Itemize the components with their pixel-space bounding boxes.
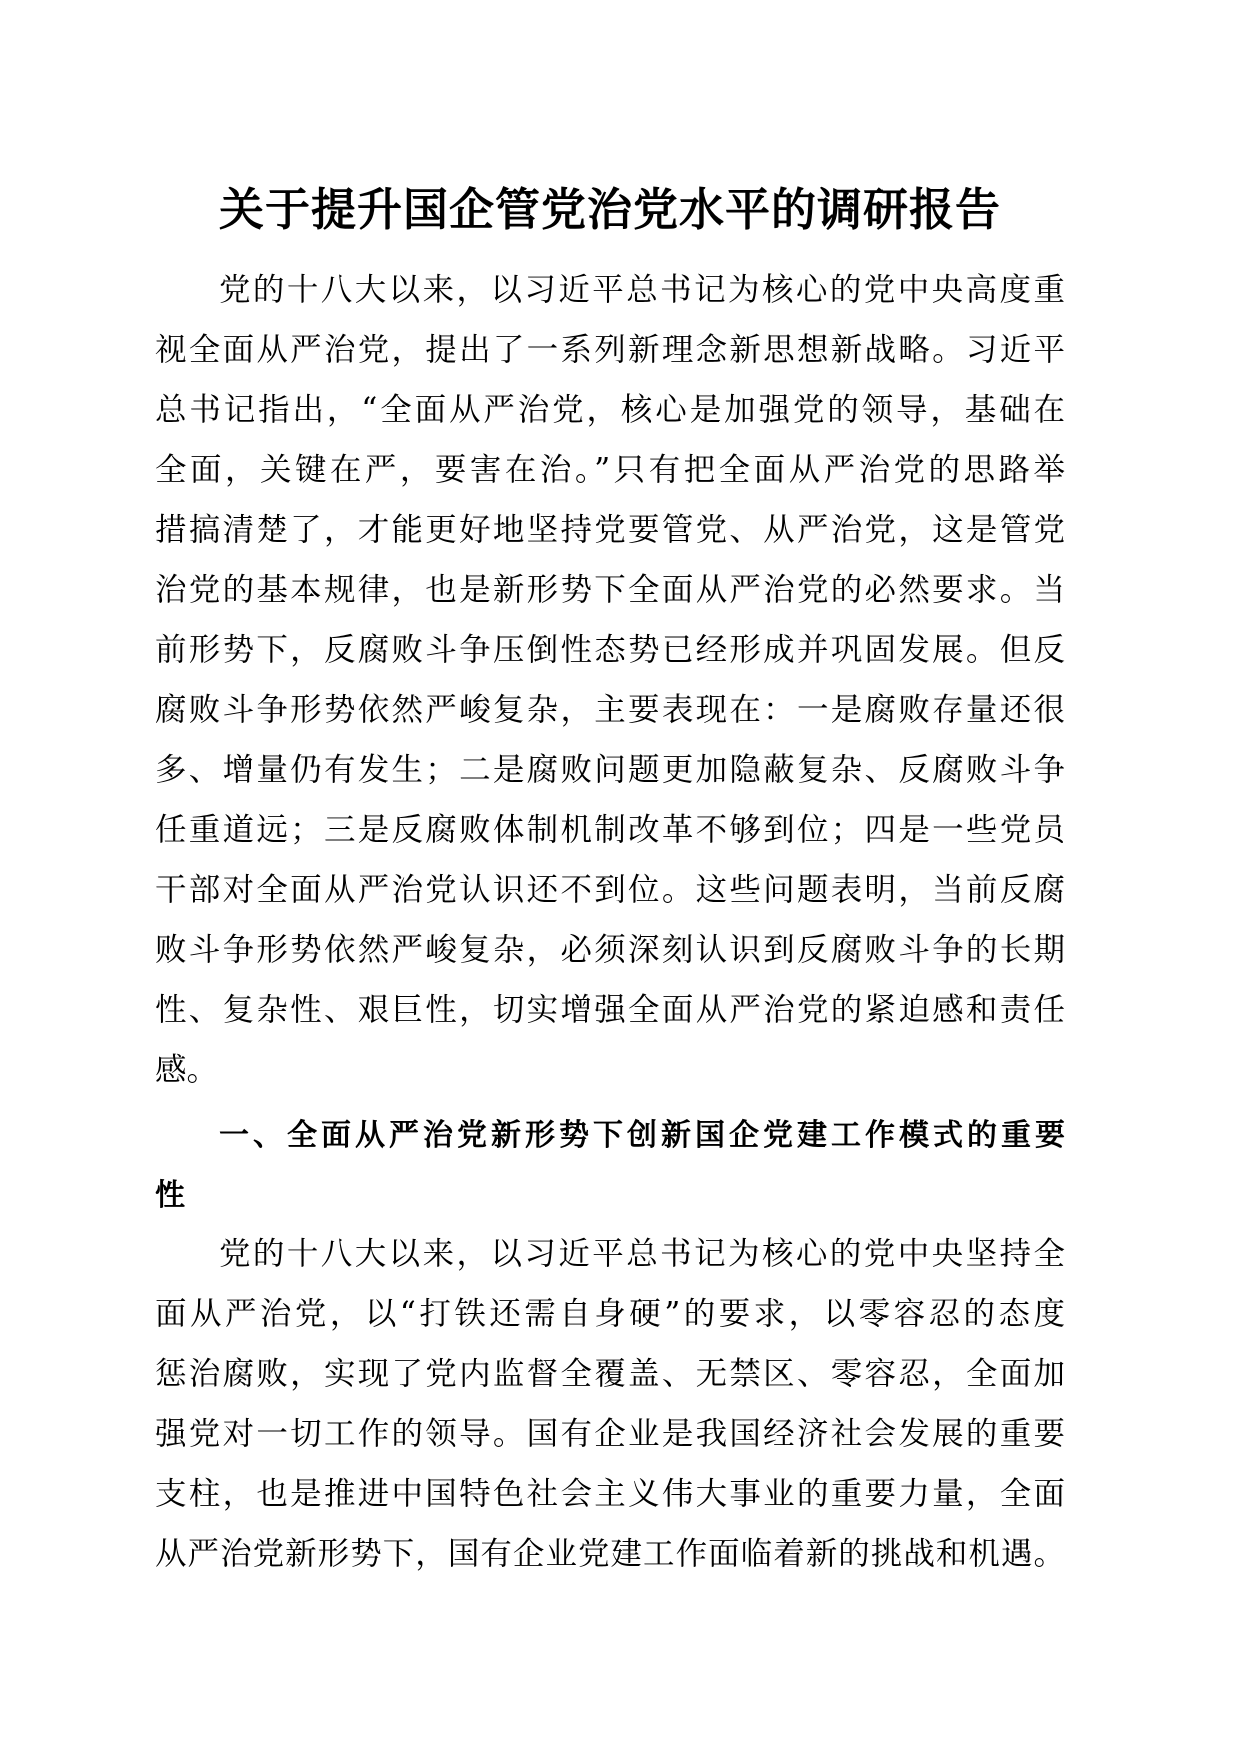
paragraph-line: 治党的基本规律，也是新形势下全面从严治党的必然要求。当 [155, 572, 1065, 608]
document-title: 关于提升国企管党治党水平的调研报告 [218, 183, 1001, 236]
paragraph-line: 惩治腐败，实现了党内监督全覆盖、无禁区、零容忍，全面加 [155, 1356, 1065, 1392]
paragraph-line: 性、复杂性、艰巨性，切实增强全面从严治党的紧迫感和责任 [155, 992, 1065, 1028]
section-heading [155, 1106, 1065, 1226]
paragraph-line: 党的十八大以来，以习近平总书记为核心的党中央高度重 [219, 272, 1065, 308]
paragraph-line: 任重道远；三是反腐败体制机制改革不够到位；四是一些党员 [155, 812, 1065, 848]
paragraph-line: 党的十八大以来，以习近平总书记为核心的党中央坚持全 [219, 1236, 1065, 1272]
heading-line: 性 [155, 1178, 185, 1213]
paragraph-line: 措搞清楚了，才能更好地坚持党要管党、从严治党，这是管党 [155, 512, 1065, 548]
paragraph-line: 强党对一切工作的领导。国有企业是我国经济社会发展的重要 [155, 1416, 1065, 1452]
paragraph-line: 多、增量仍有发生；二是腐败问题更加隐蔽复杂、反腐败斗争 [155, 752, 1065, 788]
paragraph-line: 面从严治党，以“打铁还需自身硬”的要求，以零容忍的态度 [155, 1296, 1065, 1332]
paragraph-line: 全面，关键在严，要害在治。”只有把全面从严治党的思路举 [155, 452, 1065, 488]
paragraph-line: 腐败斗争形势依然严峻复杂，主要表现在：一是腐败存量还很 [155, 692, 1065, 728]
paragraph-line: 前形势下，反腐败斗争压倒性态势已经形成并巩固发展。但反 [155, 632, 1065, 668]
paragraph-line: 支柱，也是推进中国特色社会主义伟大事业的重要力量，全面 [155, 1476, 1065, 1512]
section-paragraph [155, 1224, 1065, 1584]
paragraph-line: 感。 [155, 1052, 219, 1088]
paragraph-line: 从严治党新形势下，国有企业党建工作面临着新的挑战和机遇。 [155, 1536, 1065, 1572]
intro-paragraph [155, 260, 1065, 1100]
paragraph-line: 总书记指出，“全面从严治党，核心是加强党的领导，基础在 [155, 392, 1065, 428]
paragraph-line: 视全面从严治党，提出了一系列新理念新思想新战略。习近平 [155, 332, 1065, 368]
heading-line: 一、全面从严治党新形势下创新国企党建工作模式的重要 [219, 1118, 1065, 1153]
paragraph-line: 干部对全面从严治党认识还不到位。这些问题表明，当前反腐 [155, 872, 1065, 908]
paragraph-line: 败斗争形势依然严峻复杂，必须深刻认识到反腐败斗争的长期 [155, 932, 1065, 968]
